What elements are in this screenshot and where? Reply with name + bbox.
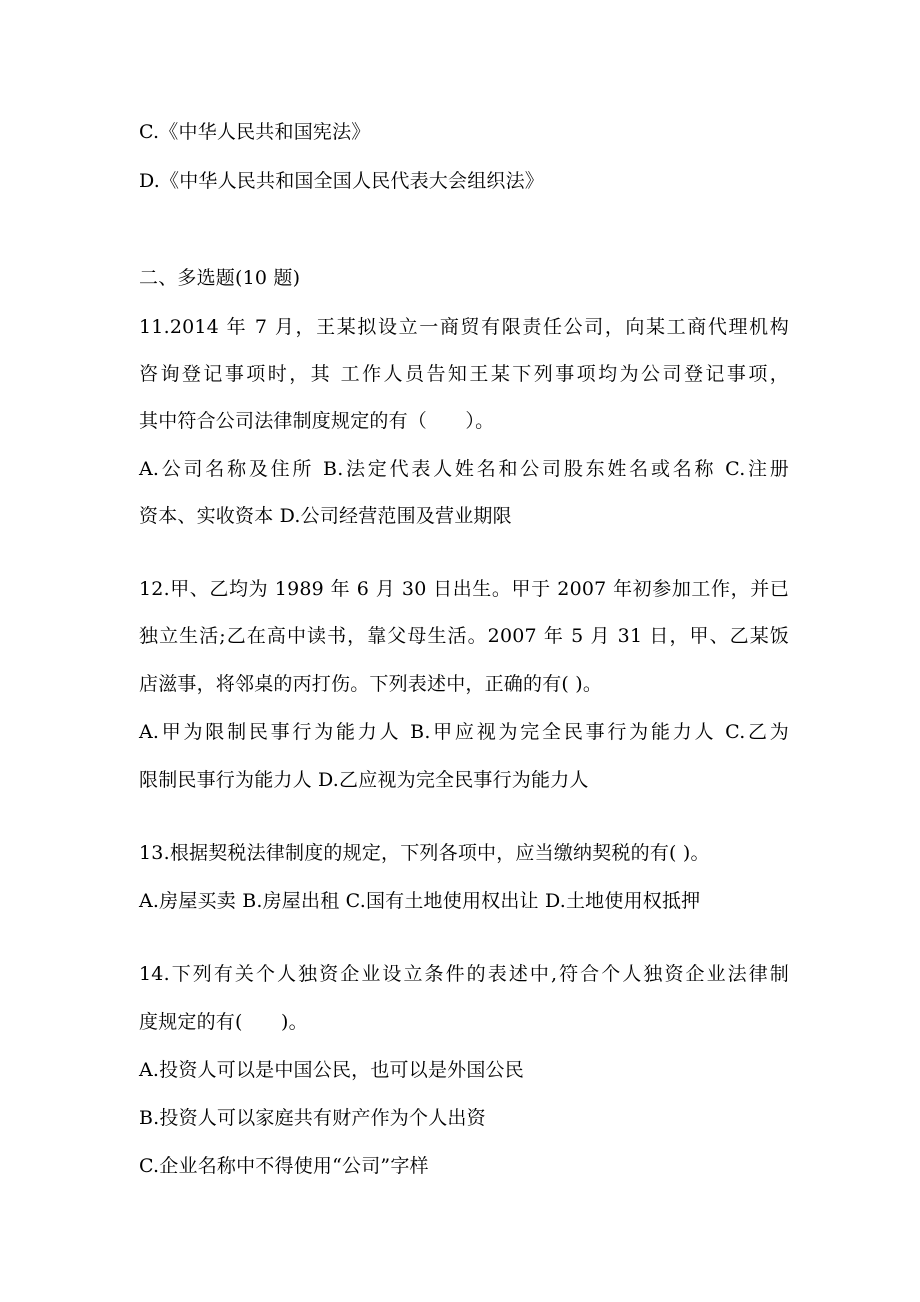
question-11-line-3: 其中符合公司法律制度规定的有（ ）。 <box>139 410 495 432</box>
question-12-line-3: 店滋事，将邻桌的丙打伤。下列表述中，正确的有( )。 <box>139 673 603 695</box>
option-d-npc-organization-law: D.《中华人民共和国全国人民代表大会组织法》 <box>139 170 544 192</box>
question-13-options: A.房屋买卖 B.房屋出租 C.国有土地使用权出让 D.土地使用权抵押 <box>139 890 701 912</box>
question-12-options-line-1: A.甲为限制民事行为能力人 B.甲应视为完全民事行为能力人 C.乙为 <box>139 721 789 743</box>
question-14-option-b: B.投资人可以家庭共有财产作为个人出资 <box>139 1107 486 1129</box>
question-13-line-1: 13.根据契税法律制度的规定，下列各项中，应当缴纳契税的有( )。 <box>139 842 710 864</box>
question-12-line-1: 12.甲、乙均为 1989 年 6 月 30 日出生。甲于 2007 年初参加工作，并已 <box>139 578 789 600</box>
question-14-line-1: 14.下列有关个人独资企业设立条件的表述中,符合个人独资企业法律制 <box>139 963 789 985</box>
question-14-option-c: C.企业名称中不得使用“公司”字样 <box>139 1155 429 1177</box>
question-12-options-line-2: 限制民事行为能力人 D.乙应视为完全民事行为能力人 <box>139 769 589 791</box>
question-11-line-1: 11.2014 年 7 月，王某拟设立一商贸有限责任公司，向某工商代理机构 <box>139 316 789 338</box>
question-14-line-2: 度规定的有( )。 <box>139 1011 308 1033</box>
question-12-line-2: 独立生活;乙在高中读书，靠父母生活。2007 年 5 月 31 日，甲、乙某饭 <box>139 625 789 647</box>
question-11-options-line-2: 资本、实收资本 D.公司经营范围及营业期限 <box>139 505 512 527</box>
section-title-multiple-choice: 二、多选题(10 题) <box>139 267 301 289</box>
question-14-option-a: A.投资人可以是中国公民，也可以是外国公民 <box>139 1059 524 1081</box>
option-c-constitution: C.《中华人民共和国宪法》 <box>139 121 371 143</box>
question-11-line-2: 咨询登记事项时，其 工作人员告知王某下列事项均为公司登记事项， <box>139 363 789 385</box>
question-11-options-line-1: A.公司名称及住所 B.法定代表人姓名和公司股东姓名或名称 C.注册 <box>139 458 789 480</box>
